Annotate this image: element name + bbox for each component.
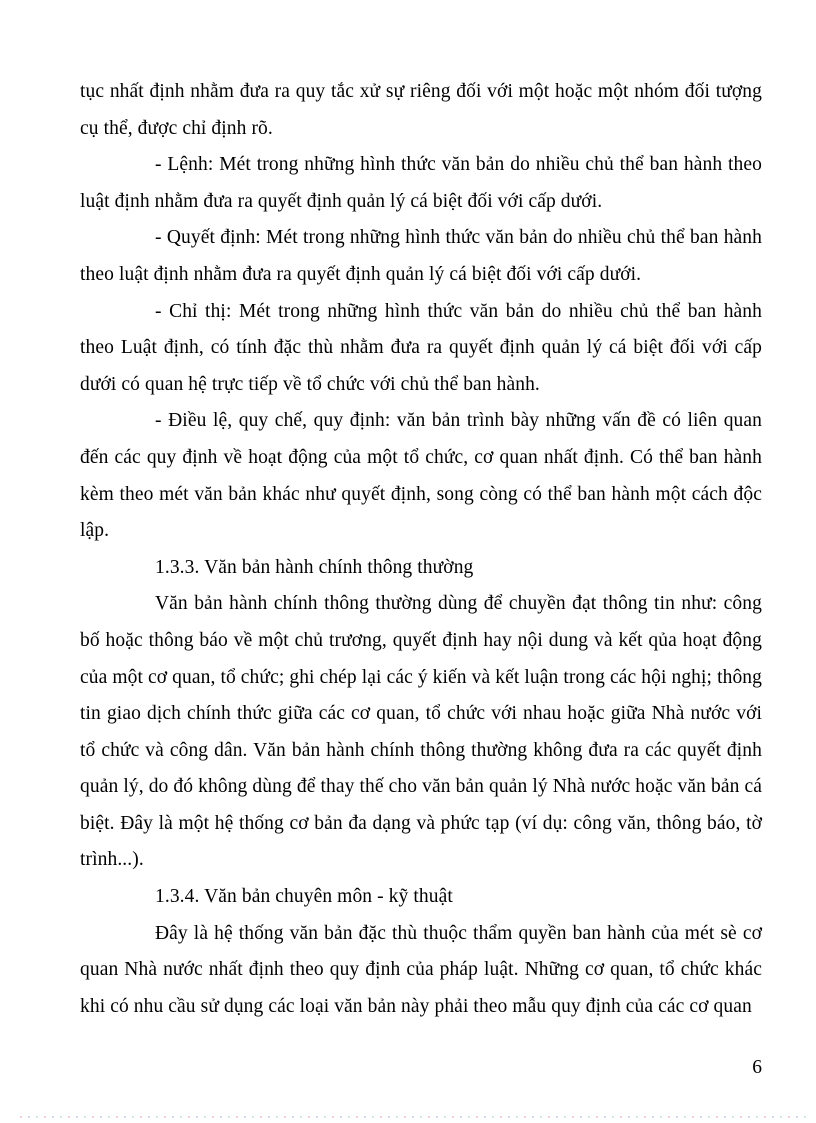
page-edge-dotted-line	[20, 1116, 808, 1118]
list-item-quyet-dinh: - Quyết định: Mét trong những hình thức văn bản do nhiều chủ thể ban hành theo luật định nhằm đưa ra quyết định quản lý cá biệt đối với cấp dưới.	[80, 227, 762, 285]
page-number: 6	[752, 1057, 762, 1078]
list-item-dieu-le: - Điều lệ, quy chế, quy định: văn bản trình bày những vấn đề có liên quan đến các quy định về hoạt động của một tổ chức, cơ quan nhất định. Có thể ban hành kèm theo mét văn bản khác như quyết định, song còng có thể ban hành một cách độc lập.	[80, 410, 762, 542]
section-heading-1-3-4: 1.3.4. Văn bản chuyên môn - kỹ thuật	[155, 886, 453, 908]
section-heading-1-3-3: 1.3.3. Văn bản hành chính thông thường	[155, 556, 474, 578]
list-item-lenh: - Lệnh: Mét trong những hình thức văn bản do nhiều chủ thể ban hành theo luật định nhằm đưa ra quyết định quản lý cá biệt đối với cấp dưới.	[80, 154, 762, 212]
paragraph-chuyen-mon-ky-thuat: Đây là hệ thống văn bản đặc thù thuộc thẩm quyền ban hành của mét sè cơ quan Nhà nước nhất định theo quy định của pháp luật. Những cơ quan, tổ chức khác khi có nhu cầu sử dụng các loại văn bản này phải theo mẫu quy định của các cơ quan	[80, 922, 762, 1017]
paragraph-hanh-chinh-thong-thuong: Văn bản hành chính thông thường dùng để chuyền đạt thông tin như: công bố hoặc thông báo về một chủ trương, quyết định hay nội dung và kết qủa hoạt động của một cơ quan, tổ chức; ghi chép lại các ý kiến và kết luận trong các hội nghị; thông tin giao dịch chính thức giữa các cơ quan, tổ chức với nhau hoặc giữa Nhà nước với tổ chức và công dân. Văn bản hành chính thông thường không đưa ra các quyết định quản lý, do đó không dùng để thay thế cho văn bản quản lý Nhà nước hoặc văn bản cá biệt. Đây là một hệ thống cơ bản đa dạng và phức tạp (ví dụ: công văn, thông báo, tờ trình...).	[80, 593, 762, 871]
list-item-chi-thi: - Chỉ thị: Mét trong những hình thức văn bản do nhiều chủ thể ban hành theo Luật định, có tính đặc thù nhằm đưa ra quyết định quản lý cá biệt đối với cấp dưới có quan hệ trực tiếp về tổ chức với chủ thể ban hành.	[80, 300, 762, 395]
document-body	[80, 74, 762, 1025]
paragraph-continuation: tục nhất định nhằm đưa ra quy tắc xử sự riêng đối với một hoặc một nhóm đối tượng cụ thể, được chỉ định rõ.	[80, 81, 762, 139]
